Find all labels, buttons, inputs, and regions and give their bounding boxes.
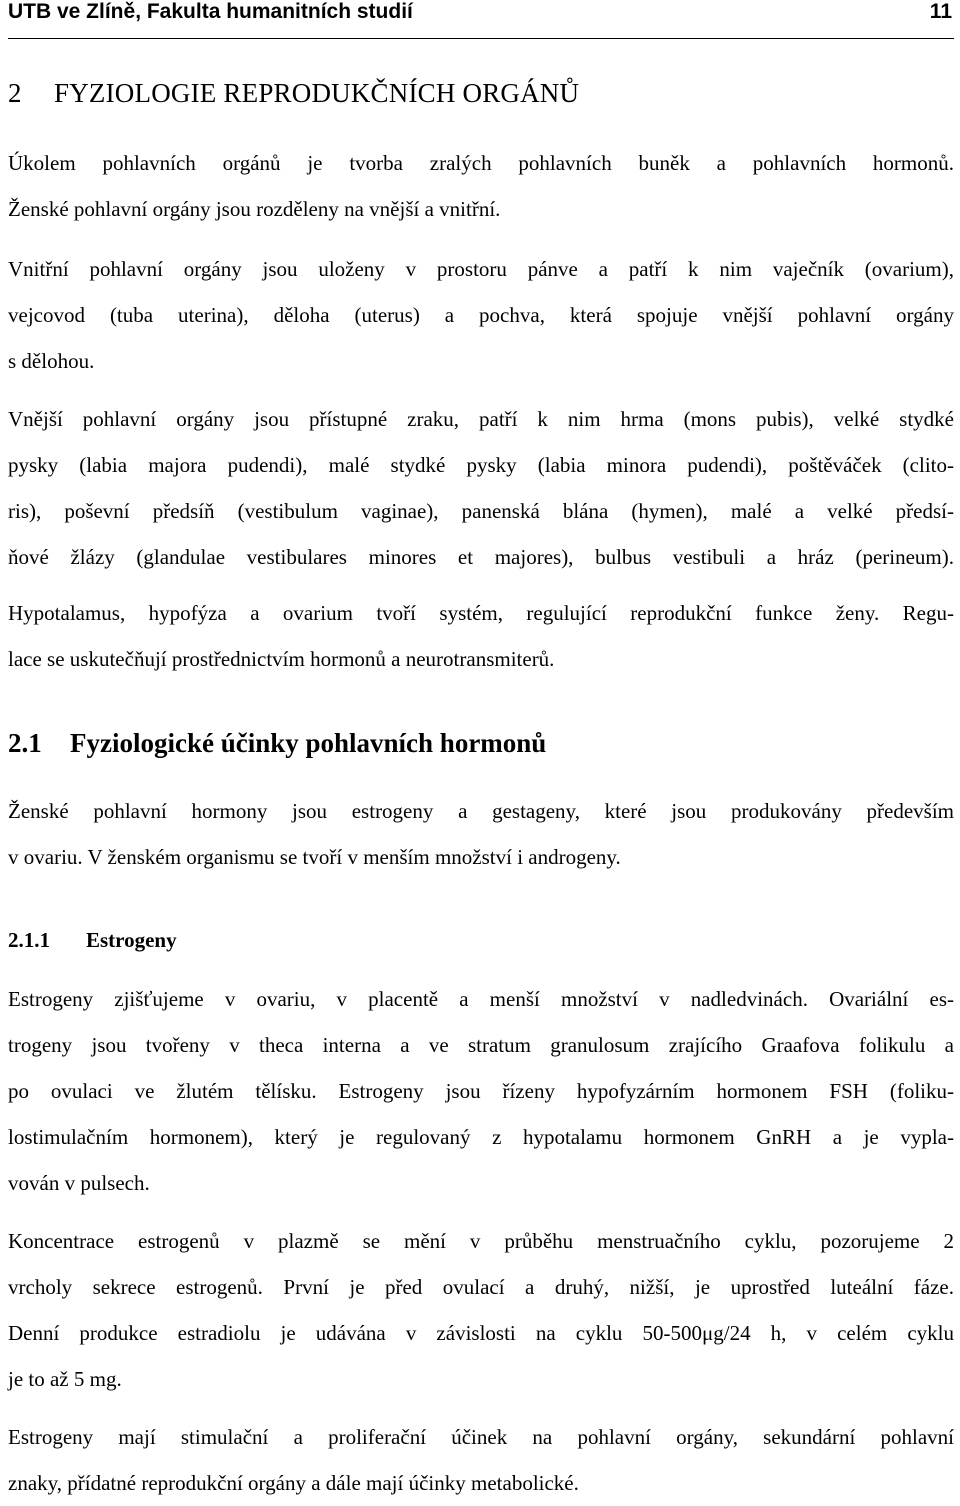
page-number: 11 [929, 0, 952, 23]
chapter-number: 2 [8, 78, 22, 108]
text-line: s dělohou. [8, 349, 95, 373]
text-line: Hypotalamus, hypofýza a ovarium tvoří systém, regulující reprodukční funkce ženy. Regu- [8, 601, 954, 625]
section-heading [8, 728, 954, 759]
text-line: Estrogeny mají stimulační a proliferační účinek na pohlavní orgány, sekundární pohlavní [8, 1425, 954, 1449]
text-line: Denní produkce estradiolu je udávána v závislosti na cyklu 50-500μg/24 h, v celém cyklu [8, 1321, 954, 1345]
text-line: ňové žlázy (glandulae vestibulares minores et majores), bulbus vestibuli a hráz (perineum). [8, 545, 954, 569]
section-heading-block [8, 728, 954, 759]
text-line: Koncentrace estrogenů v plazmě se mění v průběhu menstruačního cyklu, pozorujeme 2 [8, 1229, 954, 1253]
paragraph [8, 1414, 954, 1506]
subsection-title: Estrogeny [86, 928, 177, 952]
text-line: je to až 5 mg. [8, 1367, 122, 1391]
subsection-heading [8, 928, 954, 953]
text-line: trogeny jsou tvořeny v theca interna a ve stratum granulosum zrajícího Graafova folikulu a [8, 1033, 954, 1057]
text-line: Úkolem pohlavních orgánů je tvorba zralých pohlavních buněk a pohlavních hormonů. [8, 151, 954, 175]
text-line: Vnitřní pohlavní orgány jsou uloženy v prostoru pánve a patří k nim vaječník (ovarium), [8, 257, 954, 281]
text-line: lostimulačním hormonem), který je regulovaný z hypotalamu hormonem GnRH a je vypla- [8, 1125, 954, 1149]
paragraph [8, 1218, 954, 1402]
text-line: po ovulaci ve žlutém tělísku. Estrogeny jsou řízeny hypofyzárním hormonem FSH (foliku- [8, 1079, 954, 1103]
text-line: pysky (labia majora pudendi), malé stydké pysky (labia minora pudendi), poštěváček (clito- [8, 453, 954, 477]
text-line: Estrogeny zjišťujeme v ovariu, v placentě a menší množství v nadledvinách. Ovariální es- [8, 987, 954, 1011]
text-line: Vnější pohlavní orgány jsou přístupné zraku, patří k nim hrma (mons pubis), velké stydké [8, 407, 954, 431]
chapter-title: FYZIOLOGIE REPRODUKČNÍCH ORGÁNŮ [54, 78, 580, 108]
section-title: Fyziologické účinky pohlavních hormonů [70, 728, 547, 758]
running-header [8, 0, 954, 39]
paragraph [8, 246, 954, 384]
subsection-heading-block [8, 928, 954, 953]
text-line: Ženské pohlavní orgány jsou rozděleny na vnější a vnitřní. [8, 197, 501, 221]
chapter-heading [8, 78, 954, 109]
section-number: 2.1 [8, 728, 42, 758]
text-line: v ovariu. V ženském organismu se tvoří v menším množství i androgeny. [8, 845, 621, 869]
paragraph [8, 590, 954, 682]
text-line: vejcovod (tuba uterina), děloha (uterus) a pochva, která spojuje vnější pohlavní orgány [8, 303, 954, 327]
text-line: Ženské pohlavní hormony jsou estrogeny a gestageny, které jsou produkovány především [8, 799, 954, 823]
paragraph [8, 396, 954, 580]
paragraph [8, 788, 954, 880]
text-line: ris), poševní předsíň (vestibulum vaginae), panenská blána (hymen), malé a velké předsí- [8, 499, 954, 523]
paragraph [8, 140, 954, 232]
document-page [8, 0, 954, 1495]
text-line: lace se uskutečňují prostřednictvím hormonů a neurotransmiterů. [8, 647, 555, 671]
text-line: znaky, přídatné reprodukční orgány a dále mají účinky metabolické. [8, 1471, 579, 1495]
header-title: UTB ve Zlíně, Fakulta humanitních studií [8, 0, 413, 23]
subsection-number: 2.1.1 [8, 928, 50, 952]
chapter-heading-block [8, 78, 954, 109]
paragraph [8, 976, 954, 1206]
text-line: vrcholy sekrece estrogenů. První je před ovulací a druhý, nižší, je uprostřed luteální fáze. [8, 1275, 954, 1299]
text-line: vován v pulsech. [8, 1171, 150, 1195]
